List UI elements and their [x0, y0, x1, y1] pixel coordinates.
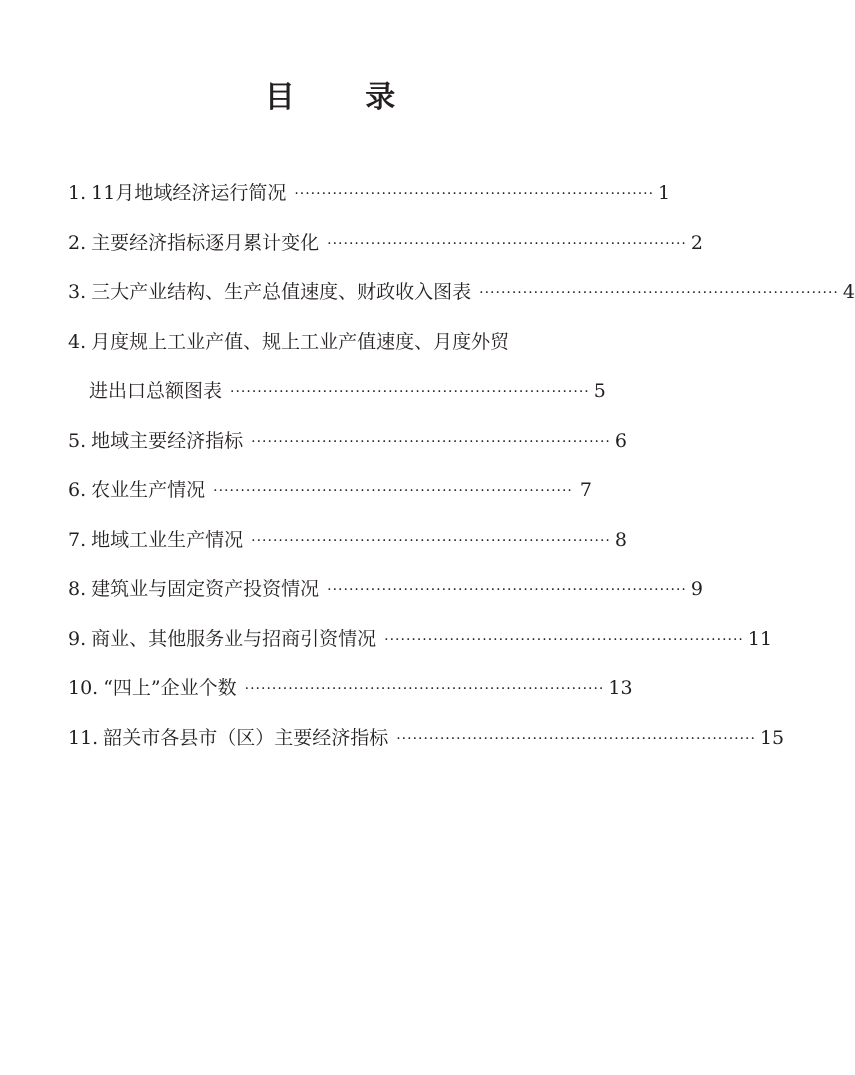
toc-number: 4. [68, 330, 87, 353]
toc-label: 建筑业与固定资产投资情况 [91, 578, 320, 600]
toc-label: 三大产业结构、生产总值速度、财政收入图表 [91, 281, 472, 303]
toc-entry-10[interactable] [68, 651, 633, 701]
toc-entry-6[interactable] [68, 453, 592, 503]
toc-entry-2[interactable] [68, 205, 703, 255]
toc-number: 3. [68, 281, 87, 303]
toc-leader: ·································································· [251, 433, 611, 450]
toc-leader: ·································································· [244, 681, 605, 697]
toc-number: 11. [68, 726, 99, 749]
toc-leader: ·································································· [479, 285, 839, 301]
toc-number: 2. [68, 231, 87, 254]
toc-label: 11月地域经济运行简况 [91, 182, 287, 204]
toc-label: 农业生产情况 [91, 479, 206, 501]
table-of-contents [68, 175, 855, 750]
toc-entry-3[interactable] [68, 255, 855, 305]
toc-leader: ·································································· [213, 483, 573, 499]
toc-entry-1[interactable] [68, 175, 671, 205]
toc-page-number: 7 [579, 479, 592, 501]
toc-leader: ·································································· [294, 186, 655, 202]
toc-entry-4[interactable] [68, 304, 592, 354]
toc-leader: ·································································· [230, 384, 590, 400]
toc-entry-7[interactable] [68, 502, 627, 552]
toc-leader: ·································································· [251, 532, 611, 549]
toc-entry-11[interactable] [68, 700, 785, 750]
toc-entry-5[interactable] [68, 403, 627, 453]
toc-label: 月度规上工业产值、规上工业产值速度、月度外贸 [91, 330, 510, 353]
toc-number: 5. [68, 429, 87, 452]
toc-number: 1. [68, 182, 87, 204]
toc-number: 9. [68, 627, 87, 650]
toc-entry-4-continued[interactable] [68, 354, 606, 404]
toc-number: 7. [68, 528, 87, 551]
toc-page-number: 11 [747, 627, 773, 650]
toc-number: 10. [68, 677, 99, 699]
toc-page-number: 6 [614, 429, 627, 452]
page-title: 目 录 [264, 80, 426, 115]
toc-page-number: 15 [759, 726, 785, 749]
toc-leader: ·································································· [327, 235, 687, 252]
toc-entry-9[interactable] [68, 601, 773, 651]
toc-page-number: 2 [690, 231, 703, 254]
toc-label: 主要经济指标逐月累计变化 [91, 231, 320, 254]
toc-number: 6. [68, 479, 87, 501]
toc-label: 商业、其他服务业与招商引资情况 [91, 627, 377, 650]
toc-label: 地域工业生产情况 [91, 528, 244, 551]
toc-page-number: 8 [614, 528, 627, 551]
toc-entry-8[interactable] [68, 552, 703, 602]
toc-label-continued: 进出口总额图表 [89, 380, 223, 402]
toc-page-number: 13 [608, 677, 633, 699]
toc-page-number: 1 [658, 182, 671, 204]
toc-label: 地域主要经济指标 [91, 429, 244, 452]
toc-number: 8. [68, 578, 87, 600]
toc-label: 韶关市各县市（区）主要经济指标 [103, 726, 389, 749]
toc-page-number: 4 [842, 281, 855, 303]
toc-leader: ·································································· [327, 582, 687, 598]
toc-page-number: 9 [690, 578, 703, 600]
toc-label: “四上”企业个数 [103, 677, 237, 699]
toc-leader: ·································································· [384, 631, 744, 648]
toc-leader: ·································································· [396, 730, 756, 747]
toc-page-number: 5 [593, 380, 606, 402]
